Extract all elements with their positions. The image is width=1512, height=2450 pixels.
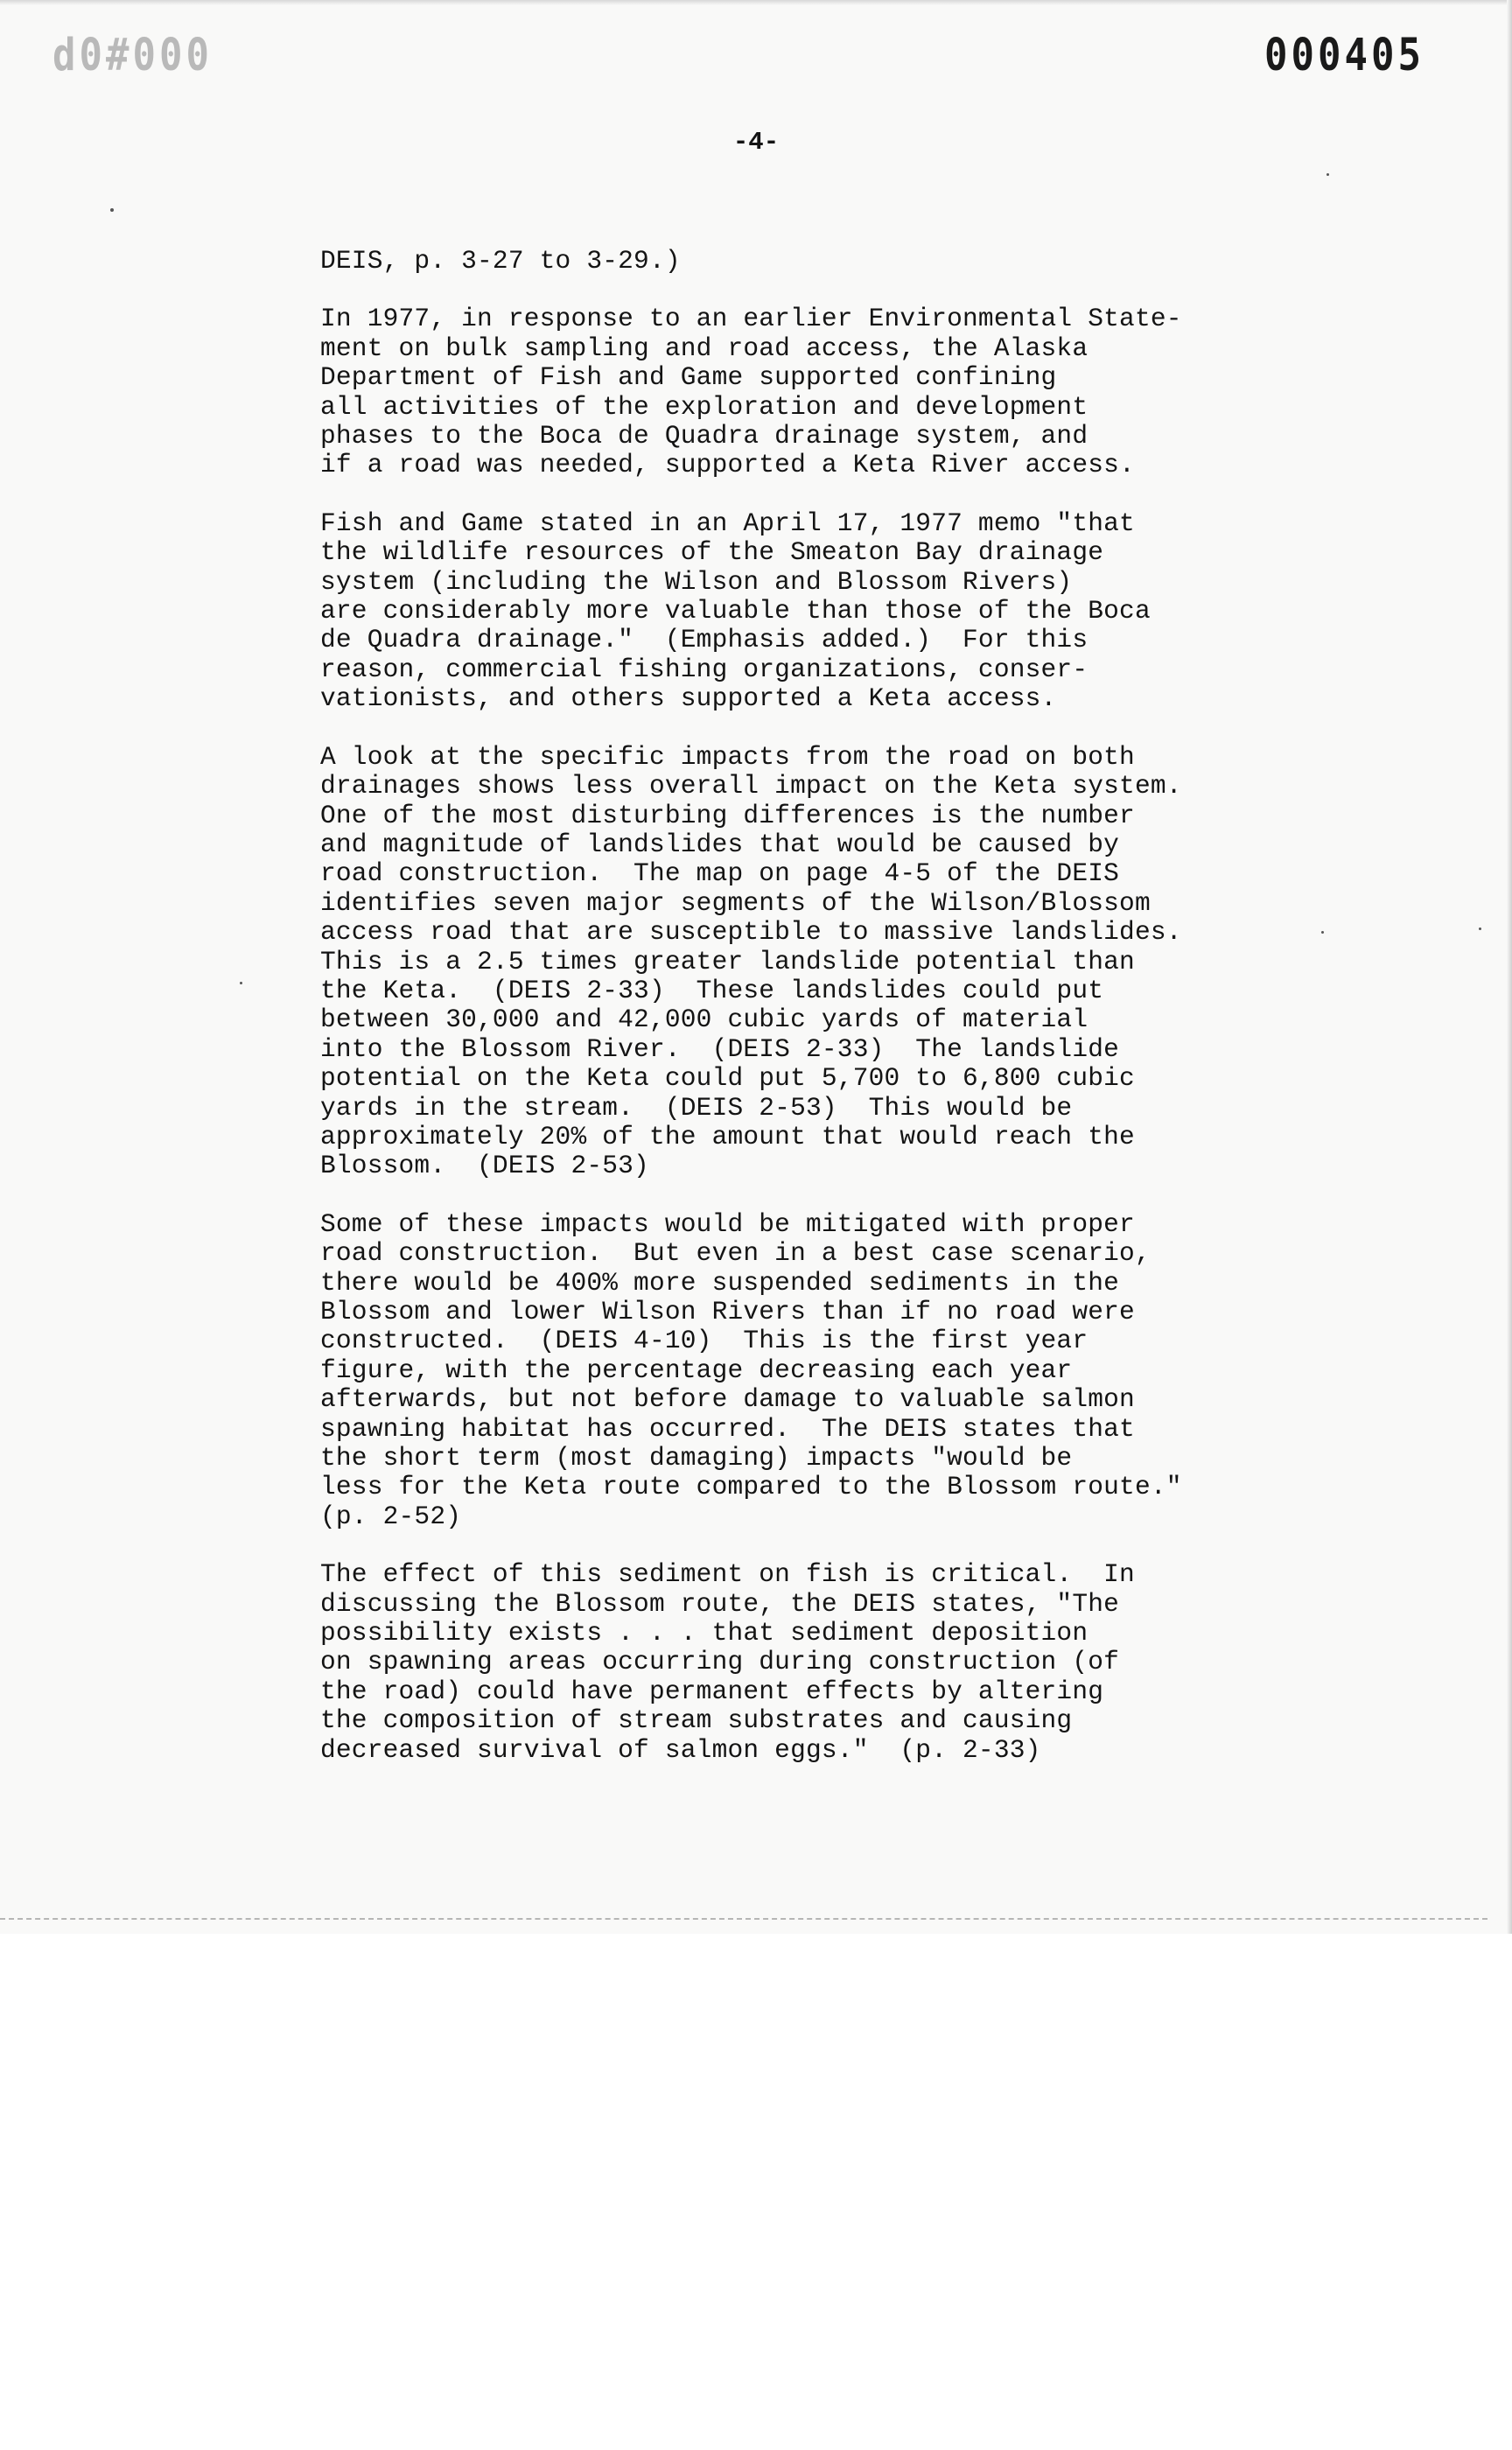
text-line: less for the Keta route compared to the Blossom route.": [320, 1472, 1182, 1502]
text-line: on spawning areas occurring during construction (of: [320, 1647, 1120, 1677]
text-line: possibility exists . . . that sediment deposition: [320, 1618, 1088, 1648]
text-line: Some of these impacts would be mitigated with proper: [320, 1208, 1135, 1239]
text-line: the road) could have permanent effects by altering: [320, 1676, 1104, 1706]
text-line: The effect of this sediment on fish is critical. In: [320, 1559, 1135, 1590]
text-line: Blossom. (DEIS 2-53): [320, 1151, 649, 1181]
text-line: reason, commercial fishing organizations, conser-: [320, 654, 1088, 684]
text-line: afterwards, but not before damage to valuable salmon: [320, 1384, 1135, 1415]
text-line: yards in the stream. (DEIS 2-53) This would be: [320, 1092, 1073, 1123]
paragraph-sediment-effect-on-fish: [320, 1560, 1318, 1765]
text-line: discussing the Blossom route, the DEIS states, "The: [320, 1588, 1120, 1619]
text-line: drainages shows less overall impact on the Keta system.: [320, 771, 1182, 802]
text-line: (p. 2-52): [320, 1501, 462, 1531]
text-line: all activities of the exploration and development: [320, 391, 1088, 422]
text-line: In 1977, in response to an earlier Environmental State-: [320, 304, 1182, 334]
text-line: potential on the Keta could put 5,700 to 6,800 cubic: [320, 1063, 1135, 1094]
text-line: de Quadra drainage." (Emphasis added.) For this: [320, 625, 1088, 655]
text-line: identifies seven major segments of the Wilson/Blossom: [320, 887, 1151, 918]
paragraph-landslide-impacts: [320, 743, 1318, 1181]
text-line: decreased survival of salmon eggs." (p. 2-33): [320, 1734, 1041, 1765]
text-line: DEIS, p. 3-27 to 3-29.): [320, 246, 681, 276]
letter-body: [320, 247, 1318, 1794]
text-line: there would be 400% more suspended sediments in the: [320, 1267, 1120, 1298]
text-line: the wildlife resources of the Smeaton Bay drainage: [320, 537, 1104, 568]
text-line: constructed. (DEIS 4-10) This is the first year: [320, 1326, 1088, 1356]
text-line: ment on bulk sampling and road access, the Alaska: [320, 332, 1088, 363]
faded-document-stamp: d0#000: [52, 30, 213, 81]
text-line: into the Blossom River. (DEIS 2-33) The landslide: [320, 1033, 1120, 1064]
scan-speck: [240, 982, 242, 984]
text-line: Department of Fish and Game supported confining: [320, 362, 1057, 393]
text-line: One of the most disturbing differences is the number: [320, 800, 1135, 830]
text-line: spawning habitat has occurred. The DEIS states that: [320, 1413, 1135, 1444]
page-bottom-edge: [0, 1918, 1488, 1920]
text-line: system (including the Wilson and Blossom Rivers): [320, 566, 1073, 597]
text-line: approximately 20% of the amount that would reach the: [320, 1121, 1135, 1152]
scan-speck: [1321, 931, 1324, 934]
text-line: Blossom and lower Wilson Rivers than if no road were: [320, 1297, 1135, 1326]
text-line: the Keta. (DEIS 2-33) These landslides could put: [320, 975, 1104, 1005]
paragraph-1977-response: [320, 304, 1318, 480]
paragraph-fish-and-game-memo: [320, 509, 1318, 714]
text-line: Fish and Game stated in an April 17, 1977 memo "that: [320, 508, 1135, 538]
text-line: road construction. The map on page 4-5 of the DEIS: [320, 858, 1120, 889]
text-line: if a road was needed, supported a Keta River access.: [320, 450, 1135, 480]
text-line: the short term (most damaging) impacts "would be: [320, 1443, 1073, 1474]
text-line: This is a 2.5 times greater landslide potential than: [320, 946, 1135, 976]
document-number-stamp: 000405: [1264, 30, 1424, 81]
scan-speck: [1326, 173, 1329, 176]
text-line: phases to the Boca de Quadra drainage system, and: [320, 421, 1088, 452]
text-line: road construction. But even in a best case scenario,: [320, 1238, 1151, 1269]
text-line: access road that are susceptible to massive landslides.: [320, 917, 1182, 948]
text-line: the composition of stream substrates and causing: [320, 1705, 1073, 1736]
paragraph-sediment-mitigation: [320, 1210, 1318, 1531]
text-line: between 30,000 and 42,000 cubic yards of material: [320, 1004, 1088, 1035]
page-top-edge: [0, 0, 1512, 5]
scan-speck: [110, 208, 114, 212]
text-line: are considerably more valuable than those of the Boca: [320, 596, 1151, 626]
text-line: figure, with the percentage decreasing each year: [320, 1354, 1073, 1385]
text-line: A look at the specific impacts from the road on both: [320, 741, 1135, 772]
text-line: and magnitude of landslides that would be caused by: [320, 829, 1120, 859]
page-number: -4-: [732, 128, 780, 157]
scan-speck: [1479, 928, 1481, 930]
paragraph-citation: [320, 247, 1318, 276]
text-line: vationists, and others supported a Keta access.: [320, 683, 1057, 714]
page-right-edge: [1507, 0, 1512, 1934]
